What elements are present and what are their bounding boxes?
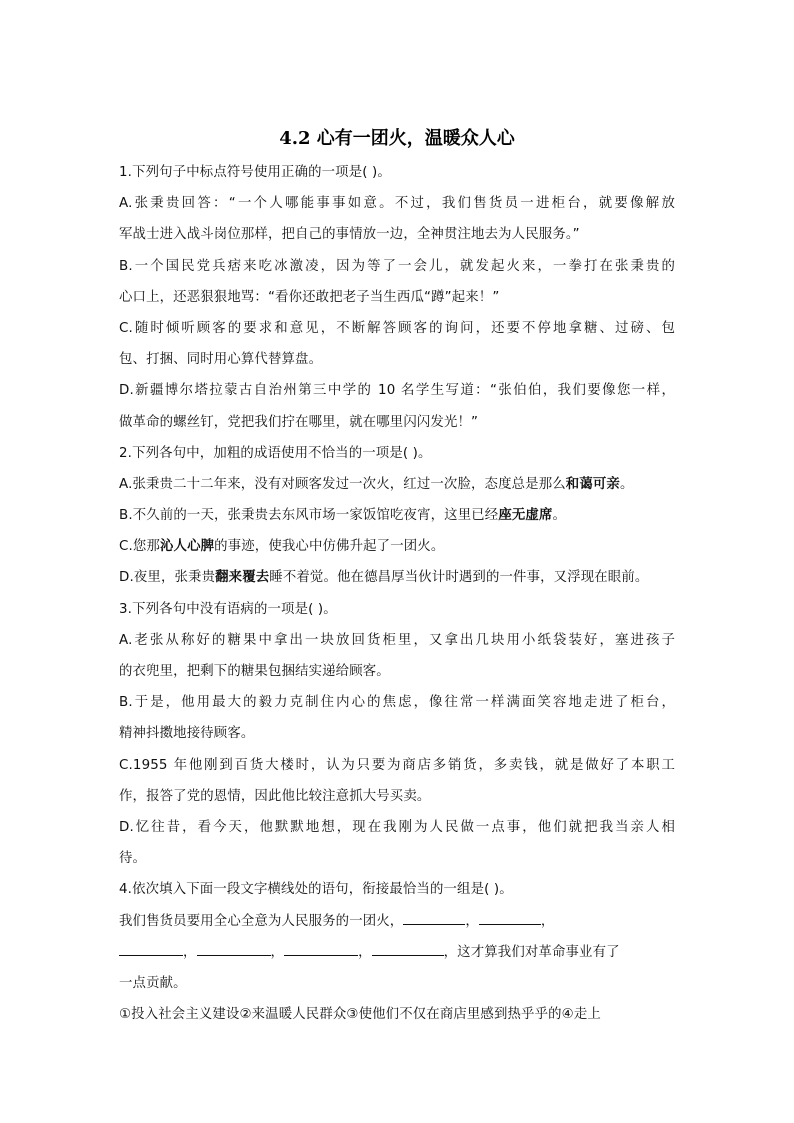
comma-separator: ， (465, 913, 479, 929)
page-title: 4.2 心有一团火，温暖众人心 (279, 128, 515, 149)
question-2-option-d-idiom: 翻来覆去 (215, 570, 270, 586)
question-1-option-b-line-2: 心口上，还恶狠狠地骂：“看你还敢把老子当生西瓜“蹲”起来！” (119, 289, 500, 305)
comma-separator: ， (270, 944, 285, 960)
question-2-option-c-idiom: 沁人心脾 (160, 539, 215, 555)
question-2-option-a-text: A.张秉贵二十二年来，没有对顾客发过一次火，红过一次脸，态度总是那么 (119, 476, 566, 492)
question-1-option-d-line-1: D.新疆博尔塔拉蒙古自治州第三中学的 10 名学生写道：“张伯伯，我们要像您一样， (119, 383, 675, 399)
question-2-option-d (119, 562, 675, 593)
question-2-option-c-end: 的事迹，使我心中仿佛升起了一团火。 (214, 539, 445, 555)
question-1-stem: 1.下列句子中标点符号使用正确的一项是( )。 (119, 165, 391, 180)
question-1-option-a-line-2: 军战士进入战斗岗位那样，把自己的事情放一边，全神贯注地去为人民服务。” (119, 227, 580, 243)
question-3-option-a-line-2: 的衣兜里，把剩下的糖果包捆结实递给顾客。 (119, 664, 390, 679)
question-3-option-d-line-2: 待。 (119, 851, 147, 867)
comma-separator: ， (540, 913, 555, 929)
question-2-stem: 2.下列各句中，加粗的成语使用不恰当的一项是( )。 (119, 445, 432, 461)
question-1-option-a-line-1: A.张秉贵回答：“一个人哪能事事如意。不过，我们售货员一进柜台，就要像解放 (119, 196, 675, 212)
document-content (119, 124, 675, 1030)
question-4-passage-line-2 (119, 937, 675, 968)
comma-separator: ， (183, 944, 197, 960)
question-2-option-a (119, 469, 675, 500)
question-1-option-d-line-2: 做革命的螺丝钉，党把我们拧在哪里，就在哪里闪闪发光！” (119, 414, 479, 430)
question-4-options: ①投入社会主义建设②来温暖人民群众③使他们不仅在商店里感到热乎乎的④走上 (119, 1007, 601, 1023)
question-3-option-b-line-1: B.于是，他用最大的毅力克制住内心的焦虑，像往常一样满面笑容地走进了柜台， (119, 695, 675, 711)
question-3-option-c-line-1: C.1955 年他刚到百货大楼时，认为只要为商店多销货，多卖钱，就是做好了本职工 (119, 757, 675, 773)
fill-blank-2[interactable] (479, 910, 541, 925)
question-2-option-c-text: C.您那 (119, 539, 160, 555)
question-4-passage-line-3: 一点贡献。 (119, 975, 187, 991)
comma-separator: ， (358, 944, 372, 960)
question-2-option-b-text: B.不久前的一天，张秉贵去东风市场一家饭馆吃夜宵，这里已经 (119, 508, 499, 524)
fill-blank-6[interactable] (372, 941, 444, 956)
question-2-option-a-end: 。 (619, 476, 634, 492)
fill-blank-3[interactable] (119, 941, 183, 956)
question-4-passage-continue: ，这才算我们对革命事业有了 (443, 944, 620, 960)
question-2-option-a-idiom: 和蔼可亲 (565, 476, 620, 492)
question-2-option-b-end: 。 (552, 508, 567, 524)
question-3-option-d-line-1: D.忆往昔，看今天，他默默地想，现在我刚为人民做一点事，他们就把我当亲人相 (119, 819, 675, 835)
question-1-option-b-line-1: B.一个国民党兵痞来吃冰激凌，因为等了一会儿，就发起火来，一拳打在张秉贵的 (119, 258, 675, 274)
question-3-option-b-line-2: 精神抖擞地接待顾客。 (119, 726, 255, 742)
question-3-stem: 3.下列各句中没有语病的一项是( )。 (119, 601, 337, 617)
question-4-stem: 4.依次填入下面一段文字横线处的语句，衔接最恰当的一组是( )。 (119, 882, 513, 898)
fill-blank-1[interactable] (403, 910, 465, 925)
question-3-option-c-line-2: 作，报答了党的恩情，因此他比较注意抓大号买卖。 (119, 788, 431, 804)
question-4-passage-start: 我们售货员要用全心全意为人民服务的一团火， (119, 913, 404, 929)
fill-blank-4[interactable] (197, 941, 271, 956)
question-2-option-b-idiom: 座无虚席 (498, 508, 553, 524)
question-1-option-c-line-2: 包、打捆、同时用心算代替算盘。 (119, 352, 323, 368)
fill-blank-5[interactable] (284, 941, 358, 956)
question-3-option-a-line-1: A.老张从称好的糖果中拿出一块放回货柜里，又拿出几块用小纸袋装好，塞进孩子 (119, 632, 675, 648)
question-4-passage-line-1 (119, 906, 675, 937)
question-2-option-c (119, 531, 675, 562)
question-2-option-d-end: 睡不着觉。他在德昌厚当伙计时遇到的一件事，又浮现在眼前。 (269, 570, 649, 586)
question-2-option-b (119, 500, 675, 531)
question-1-option-c-line-1: C.随时倾听顾客的要求和意见，不断解答顾客的询问，还要不停地拿糖、过磅、包 (119, 320, 675, 336)
question-2-option-d-text: D.夜里，张秉贵 (119, 570, 216, 586)
